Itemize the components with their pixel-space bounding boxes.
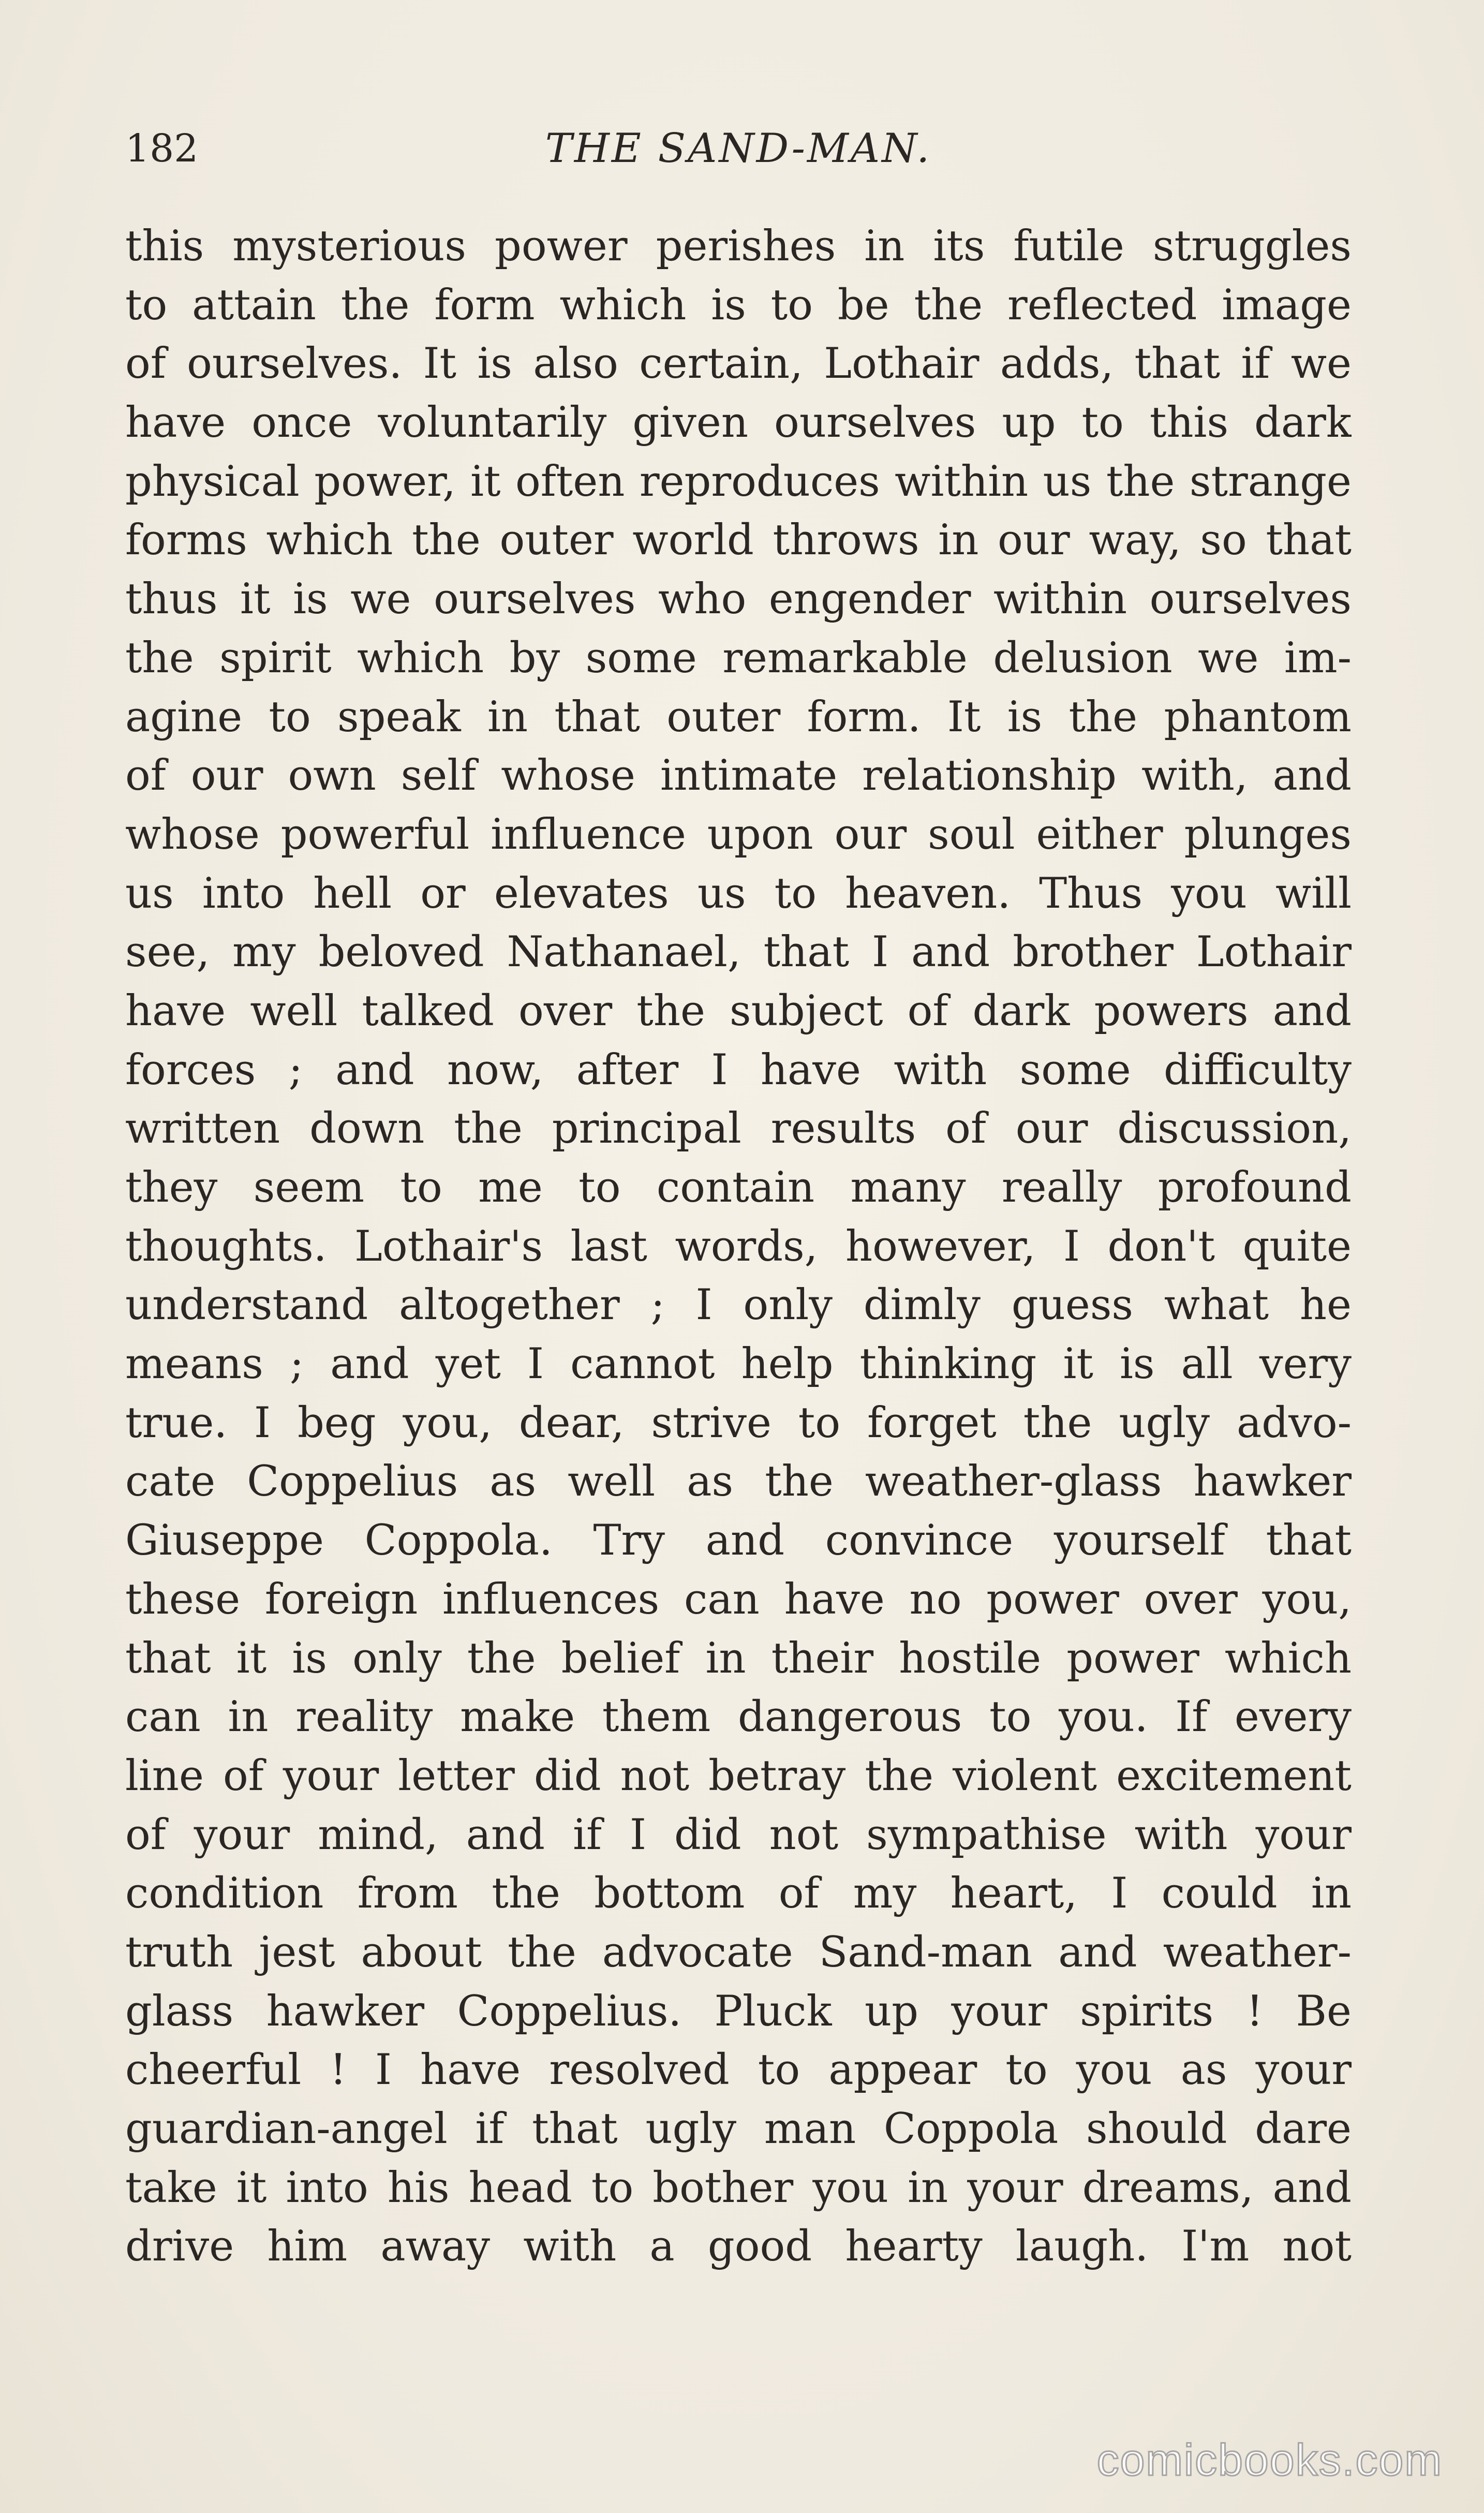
- text-line: to attain the form which is to be the reflected image: [125, 280, 1352, 330]
- text-line: guardian-angel if that ugly man Coppola should dare: [125, 2105, 1352, 2153]
- running-title: THE SAND-MAN.: [545, 125, 932, 172]
- page-number: 182: [125, 126, 199, 171]
- text-line: forms which the outer world throws in our way, so that: [125, 516, 1352, 565]
- watermark: comicbooks.com: [1096, 2435, 1443, 2485]
- text-line: have well talked over the subject of dark powers and: [125, 986, 1352, 1036]
- text-line: forces ; and now, after I have with some difficulty: [125, 1045, 1352, 1095]
- text-line: this mysterious power perishes in its futile struggles: [125, 222, 1352, 271]
- text-line: drive him away with a good hearty laugh. I'm not: [125, 2222, 1352, 2271]
- text-line: cate Coppelius as well as the weather-glass hawker: [125, 1457, 1352, 1506]
- text-line: thoughts. Lothair's last words, however, I don't quite: [125, 1222, 1352, 1271]
- text-line: physical power, it often reproduces within us the strange: [125, 457, 1352, 506]
- text-line: means ; and yet I cannot help thinking it is all very: [125, 1340, 1352, 1389]
- text-line: of your mind, and if I did not sympathise with your: [125, 1810, 1352, 1859]
- text-line: condition from the bottom of my heart, I could in: [125, 1869, 1352, 1918]
- text-line: thus it is we ourselves who engender within ourselves: [125, 575, 1352, 624]
- text-line: truth jest about the advocate Sand-man and weather-: [125, 1928, 1352, 1977]
- text-line: understand altogether ; I only dimly guess what he: [125, 1281, 1352, 1330]
- text-line: of our own self whose intimate relationship with, and: [125, 751, 1352, 801]
- text-line: that it is only the belief in their hostile power which: [125, 1634, 1352, 1683]
- text-line: Giuseppe Coppola. Try and convince yourself that: [125, 1516, 1352, 1565]
- text-line: the spirit which by some remarkable delusion we im-: [125, 633, 1352, 683]
- text-line: see, my beloved Nathanael, that I and brother Lothair: [125, 928, 1352, 977]
- text-line: line of your letter did not betray the violent excitement: [125, 1751, 1352, 1800]
- text-line: written down the principal results of our discussion,: [125, 1104, 1352, 1154]
- body-text: [125, 217, 1352, 2277]
- text-line: take it into his head to bother you in your dreams, and: [125, 2163, 1352, 2212]
- text-line: they seem to me to contain many really profound: [125, 1163, 1352, 1212]
- text-line: agine to speak in that outer form. It is the phantom: [125, 692, 1352, 742]
- text-line: have once voluntarily given ourselves up to this dark: [125, 398, 1352, 448]
- text-line: true. I beg you, dear, strive to forget the ugly advo-: [125, 1398, 1352, 1447]
- text-line: can in reality make them dangerous to you. If every: [125, 1693, 1352, 1742]
- text-line: glass hawker Coppelius. Pluck up your spirits ! Be: [125, 1987, 1352, 2036]
- text-line: of ourselves. It is also certain, Lothair adds, that if we: [125, 339, 1352, 389]
- text-line: us into hell or elevates us to heaven. Thus you will: [125, 869, 1352, 918]
- text-line: whose powerful influence upon our soul either plunges: [125, 810, 1352, 859]
- text-line: these foreign influences can have no power over you,: [125, 1575, 1352, 1624]
- text-line: cheerful ! I have resolved to appear to you as your: [125, 2046, 1352, 2095]
- page-header: [125, 120, 1352, 182]
